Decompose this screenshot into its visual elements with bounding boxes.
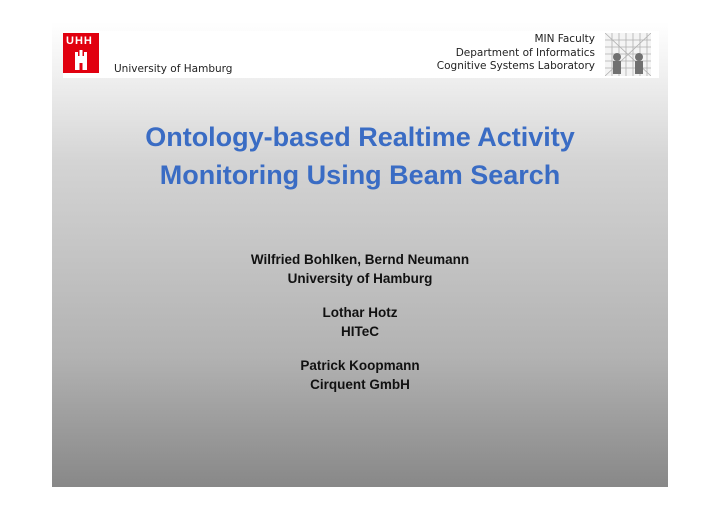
title-line: Ontology-based Realtime Activity [145,122,575,152]
castle-icon [74,50,88,70]
author-group [52,303,668,341]
department-line: Department of Informatics [455,46,595,59]
slide-title [52,118,668,194]
slide [52,22,668,487]
author-names: Wilfried Bohlken, Bernd Neumann [250,252,470,267]
faculty-line: MIN Faculty [534,33,595,45]
author-affiliation: Cirquent GmbH [310,377,410,392]
faculty-block [437,33,595,74]
title-line: Monitoring Using Beam Search [159,160,561,190]
author-group [52,356,668,394]
author-affiliation: University of Hamburg [287,271,433,286]
university-name: University of Hamburg [114,63,233,75]
logo-text: UHH [66,35,93,47]
header-banner [63,31,659,78]
author-list [52,250,668,409]
author-affiliation: HITeC [340,324,379,339]
lab-logo-icon [605,33,651,76]
author-names: Patrick Koopmann [300,358,420,373]
author-names: Lothar Hotz [322,305,398,320]
author-group [52,250,668,288]
lab-line: Cognitive Systems Laboratory [436,60,595,72]
uhh-logo-icon [63,33,99,73]
